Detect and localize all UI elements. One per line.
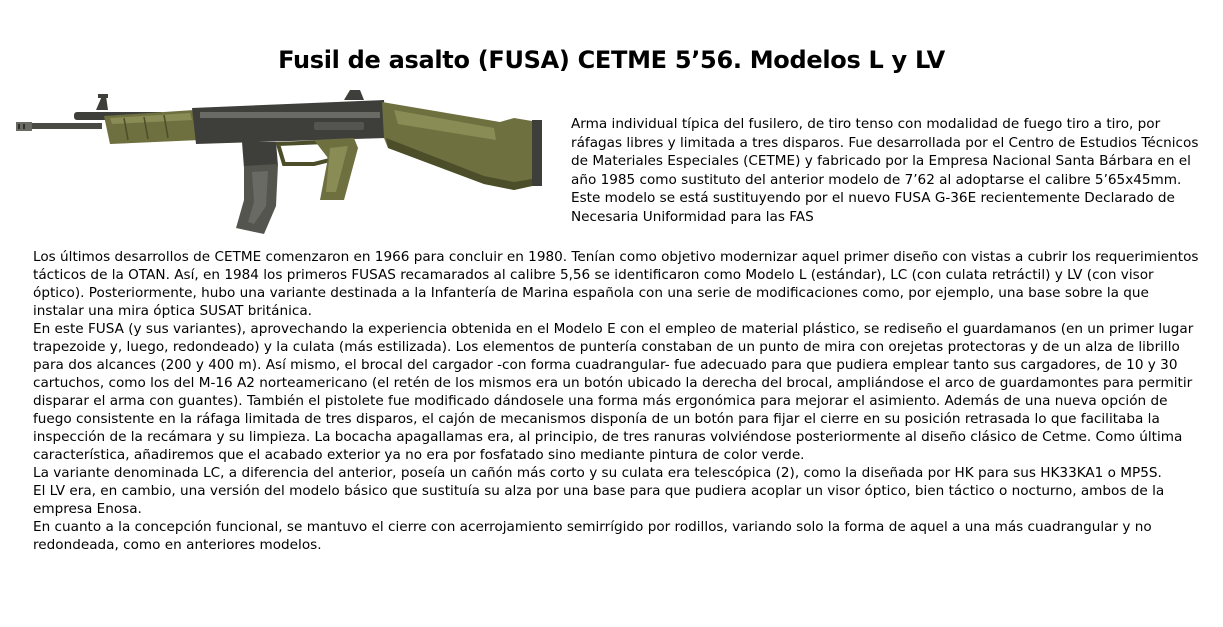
paragraph-5: En cuanto a la concepción funcional, se mantuvo el cierre con acerrojamiento semirrígido por rodillos, variando solo la forma de aquel a una más cuadrangular y no redondeada, como en anteriores modelos. <box>33 519 1152 553</box>
paragraph-2: En este FUSA (y sus variantes), aprovechando la experiencia obtenida en el Modelo E con el empleo de material plástico, se rediseño el guardamanos (en un primer lugar trapezoide y, luego, redondeado) y la culata (más estilizada). Los elementos de puntería constaban de un punto de mira con orejetas protectoras y de un alza de librillo para dos alcances (200 y 400 m). Así mismo, el brocal del cargador -con forma cuadrangular- fue adecuado para que pudiera emplear tanto sus cargadores, de 10 y 30 cartuchos, como los del M-16 A2 norteamericano (el retén de los mismos era un botón ubicado la derecha del brocal, ampliándose el arco de guardamontes para permitir disparar el arma con guantes). También el pistolete fue modificado dándosele una forma más ergonómica para mejorar el asimiento. Además de una nueva opción de fuego consistente en la ráfaga limitada de tres disparos, el cajón de mecanismos disponía de un botón para fijar el cierre en su posición retrasada lo que facilitaba la inspección de la recámara y su limpieza. La bocacha apagallamas era, al principio, de tres ranuras volviéndose posteriormente al diseño clásico de Cetme. Como última característica, añadiremos que el acabado exterior ya no era por fosfatado sino mediante pintura de color verde. <box>33 321 1194 463</box>
paragraph-4: El LV era, en cambio, una versión del modelo básico que sustituía su alza por una base para que pudiera acoplar un visor óptico, bien táctico o nocturno, ambos de la empresa Enosa. <box>33 483 1165 517</box>
page-title: Fusil de asalto (FUSA) CETME 5’56. Modelos L y LV <box>278 46 945 75</box>
rifle-photo <box>14 88 554 238</box>
article-body <box>33 248 1203 554</box>
paragraph-1: Los últimos desarrollos de CETME comenzaron en 1966 para concluir en 1980. Tenían como objetivo modernizar aquel primer diseño con vistas a cubrir los requerimientos tácticos de la OTAN. Así, en 1984 los primeros FUSAS recamarados al calibre 5,56 se identificaron como Modelo L (estándar), LC (con culata retráctil) y LV (con visor óptico). Posteriormente, hubo una variante destinada a la Infantería de Marina española con una serie de modificaciones como, por ejemplo, una base sobre la que instalar una mira óptica SUSAT británica. <box>33 249 1199 319</box>
intro-paragraph: Arma individual típica del fusilero, de tiro tenso con modalidad de fuego tiro a tiro, por ráfagas libres y limitada a tres disparos. Fue desarrollada por el Centro de Estudios Técnicos de Materiales Especiales (CETME) y fabricado por la Empresa Nacional Santa Bárbara en el año 1985 como sustituto del anterior modelo de 7’62 al adoptarse el calibre 5’65x45mm. Este modelo se está sustituyendo por el nuevo FUSA G-36E recientemente Declarado de Necesaria Uniformidad para las FAS <box>571 116 1199 225</box>
paragraph-3: La variante denominada LC, a diferencia del anterior, poseía un cañón más corto y su culata era telescópica (2), como la diseñada por HK para sus HK33KA1 o MP5S. <box>33 465 1162 481</box>
